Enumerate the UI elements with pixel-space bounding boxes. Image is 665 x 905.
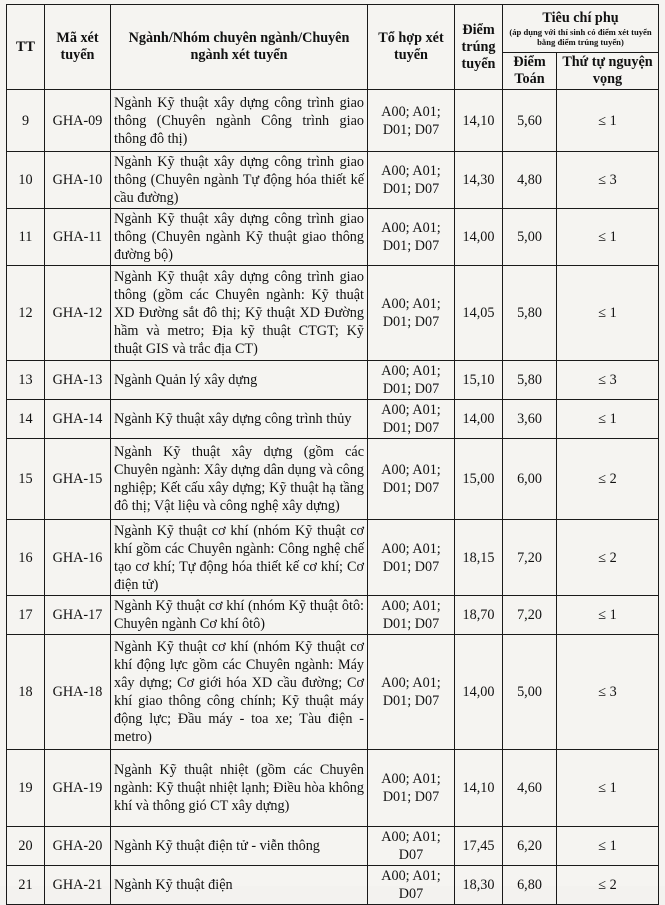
row-tt: 9 (7, 90, 45, 152)
header-tieuchi-label: Tiêu chí phụ (542, 10, 619, 26)
row-ma: GHA-11 (45, 209, 111, 266)
row-diem: 14,10 (455, 90, 503, 152)
table-row (7, 361, 659, 400)
row-tohop-line1: A00; A01; (381, 103, 441, 120)
row-tohop-line2: D01; D07 (382, 238, 440, 254)
table-row (7, 635, 659, 750)
row-thu-tu: ≤ 1 (557, 596, 659, 635)
table-row (7, 209, 659, 266)
row-tohop-line1: A00; A01; (381, 868, 441, 884)
row-thu-tu: ≤ 1 (557, 827, 659, 866)
header-diem-toan: Điểm Toán (503, 53, 557, 90)
row-nganh: Ngành Kỹ thuật xây dựng (gồm các Chuyên ngành: Xây dựng dân dụng và công nghiệp; Kết cấu xây dựng; Kỹ thuật hạ tầng đô thị; Vật liệu và công nghệ xây dựng) (111, 439, 368, 520)
row-tohop-line2: D01; D07 (382, 693, 440, 709)
row-diem: 18,15 (455, 520, 503, 596)
table-row (7, 827, 659, 866)
row-nganh: Ngành Kỹ thuật xây dựng công trình giao thông (gồm các Chuyên ngành: Kỹ thuật XD Đường sắt đô thị; Kỹ thuật XD Đường hầm và metro; Địa kỹ thuật CTGT; Kỹ thuật GIS và trắc địa CT) (111, 266, 368, 361)
row-ma: GHA-10 (45, 152, 111, 209)
row-diem: 14,30 (455, 152, 503, 209)
row-thu-tu: ≤ 1 (557, 750, 659, 827)
row-thu-tu: ≤ 1 (557, 400, 659, 439)
header-thu-tu: Thứ tự nguyện vọng (557, 53, 659, 90)
row-tohop (368, 209, 455, 266)
row-tohop-line2: D01; D07 (382, 616, 440, 632)
row-diem-toan: 5,00 (503, 635, 557, 750)
row-tohop (368, 152, 455, 209)
row-tt: 13 (7, 361, 45, 400)
row-tohop (368, 90, 455, 152)
row-tohop (368, 596, 455, 635)
row-diem: 14,05 (455, 266, 503, 361)
row-tt: 12 (7, 266, 45, 361)
row-diem: 14,00 (455, 635, 503, 750)
row-tohop (368, 827, 455, 866)
row-diem-toan: 4,60 (503, 750, 557, 827)
row-diem: 14,00 (455, 209, 503, 266)
row-tt: 15 (7, 439, 45, 520)
row-tohop-line1: A00; A01; (381, 163, 441, 179)
row-thu-tu: ≤ 3 (557, 635, 659, 750)
table-row (7, 596, 659, 635)
row-tohop-line1: A00; A01; (381, 402, 441, 418)
table-row (7, 90, 659, 152)
row-tohop (368, 750, 455, 827)
table-row (7, 400, 659, 439)
table-row (7, 520, 659, 596)
row-tohop-line1: A00; A01; (381, 296, 441, 312)
row-nganh: Ngành Kỹ thuật xây dựng công trình giao thông (Chuyên ngành Kỹ thuật giao thông đường bộ) (111, 209, 368, 266)
row-nganh: Ngành Quản lý xây dựng (111, 361, 368, 400)
row-diem-toan: 6,80 (503, 866, 557, 905)
row-diem-toan: 4,80 (503, 152, 557, 209)
row-thu-tu: ≤ 2 (557, 866, 659, 905)
row-thu-tu: ≤ 2 (557, 520, 659, 596)
row-tohop (368, 439, 455, 520)
row-diem: 18,30 (455, 866, 503, 905)
table-row (7, 750, 659, 827)
row-thu-tu: ≤ 3 (557, 361, 659, 400)
row-tohop-line2: D01; D07 (382, 121, 440, 138)
table-body (7, 90, 659, 905)
row-tt: 14 (7, 400, 45, 439)
row-tt: 19 (7, 750, 45, 827)
row-nganh: Ngành Kỹ thuật xây dựng công trình giao thông (Chuyên ngành Tự động hóa thiết kế cầu đường) (111, 152, 368, 209)
row-tohop-line2: D01; D07 (382, 181, 440, 197)
row-diem: 14,00 (455, 400, 503, 439)
row-diem-toan: 7,20 (503, 520, 557, 596)
row-tohop-line1: A00; A01; (381, 363, 441, 379)
row-tohop-line1: A00; A01; (381, 771, 441, 787)
row-ma: GHA-09 (45, 90, 111, 152)
row-ma: GHA-21 (45, 866, 111, 905)
row-diem-toan: 3,60 (503, 400, 557, 439)
header-tieuchi (503, 5, 659, 53)
row-tohop-line1: A00; A01; (381, 462, 441, 478)
row-tohop-line2: D01; D07 (382, 558, 440, 575)
row-thu-tu: ≤ 2 (557, 439, 659, 520)
row-tohop (368, 400, 455, 439)
row-thu-tu: ≤ 1 (557, 90, 659, 152)
row-thu-tu: ≤ 1 (557, 266, 659, 361)
row-nganh: Ngành Kỹ thuật điện tử - viễn thông (111, 827, 368, 866)
table-row (7, 439, 659, 520)
row-diem-toan: 7,20 (503, 596, 557, 635)
row-ma: GHA-12 (45, 266, 111, 361)
row-nganh: Ngành Kỹ thuật cơ khí (nhóm Kỹ thuật cơ khí gồm các Chuyên ngành: Công nghệ chế tạo cơ khí; Tự động hóa thiết kế cơ khí; Cơ điện tử) (111, 520, 368, 596)
row-nganh: Ngành Kỹ thuật cơ khí (nhóm Kỹ thuật ôtô: Chuyên ngành Cơ khí ôtô) (111, 596, 368, 635)
row-tt: 10 (7, 152, 45, 209)
row-ma: GHA-16 (45, 520, 111, 596)
row-tohop-line2: D01; D07 (382, 314, 440, 330)
row-nganh: Ngành Kỹ thuật điện (111, 866, 368, 905)
row-thu-tu: ≤ 1 (557, 209, 659, 266)
header-tieuchi-note: (áp dụng với thí sinh có điểm xét tuyển bằng điểm trúng tuyển) (509, 27, 652, 47)
row-ma: GHA-20 (45, 827, 111, 866)
table-row (7, 866, 659, 905)
row-nganh: Ngành Kỹ thuật nhiệt (gồm các Chuyên ngành: Kỹ thuật nhiệt lạnh; Điều hòa không khí và thông gió CT xây dựng) (111, 750, 368, 827)
row-diem: 17,45 (455, 827, 503, 866)
row-tohop-line2: D07 (398, 847, 424, 863)
row-tohop (368, 866, 455, 905)
row-ma: GHA-17 (45, 596, 111, 635)
row-tohop (368, 266, 455, 361)
row-tohop-line1: A00; A01; (381, 829, 441, 845)
row-tt: 17 (7, 596, 45, 635)
row-tt: 20 (7, 827, 45, 866)
row-ma: GHA-18 (45, 635, 111, 750)
row-tohop (368, 361, 455, 400)
row-tohop-line2: D07 (398, 886, 424, 902)
row-tohop-line2: D01; D07 (382, 480, 440, 496)
row-tohop-line1: A00; A01; (381, 220, 441, 236)
table-row (7, 266, 659, 361)
row-diem-toan: 6,20 (503, 827, 557, 866)
row-tt: 16 (7, 520, 45, 596)
row-tohop-line2: D01; D07 (382, 420, 440, 436)
row-tohop-line1: A00; A01; (381, 598, 441, 614)
row-diem: 14,10 (455, 750, 503, 827)
admission-table (6, 4, 659, 905)
table-row (7, 152, 659, 209)
row-tt: 21 (7, 866, 45, 905)
header-diem: Điểm trúng tuyển (455, 5, 503, 90)
row-tohop (368, 520, 455, 596)
row-diem-toan: 5,80 (503, 266, 557, 361)
row-tohop (368, 635, 455, 750)
row-ma: GHA-14 (45, 400, 111, 439)
row-thu-tu: ≤ 3 (557, 152, 659, 209)
row-diem: 15,00 (455, 439, 503, 520)
row-diem: 15,10 (455, 361, 503, 400)
row-nganh: Ngành Kỹ thuật xây dựng công trình thủy (111, 400, 368, 439)
row-ma: GHA-13 (45, 361, 111, 400)
row-nganh: Ngành Kỹ thuật xây dựng công trình giao thông (Chuyên ngành Công trình giao thông đô thị) (111, 90, 368, 152)
header-ma: Mã xét tuyển (45, 5, 111, 90)
row-ma: GHA-15 (45, 439, 111, 520)
header-nganh: Ngành/Nhóm chuyên ngành/Chuyên ngành xét tuyển (111, 5, 368, 90)
header-tohop: Tổ hợp xét tuyển (368, 5, 455, 90)
row-diem-toan: 5,80 (503, 361, 557, 400)
row-tohop-line1: A00; A01; (381, 540, 441, 557)
row-tt: 11 (7, 209, 45, 266)
row-tohop-line2: D01; D07 (382, 789, 440, 805)
row-tohop-line1: A00; A01; (381, 675, 441, 691)
row-ma: GHA-19 (45, 750, 111, 827)
row-diem-toan: 6,00 (503, 439, 557, 520)
row-diem-toan: 5,00 (503, 209, 557, 266)
row-nganh: Ngành Kỹ thuật cơ khí (nhóm Kỹ thuật cơ khí động lực gồm các Chuyên ngành: Máy xây dựng; Cơ giới hóa XD cầu đường; Cơ khí giao thông công chính; Kỹ thuật máy động lực; Đầu máy - toa xe; Tàu điện - metro) (111, 635, 368, 750)
row-diem: 18,70 (455, 596, 503, 635)
row-tt: 18 (7, 635, 45, 750)
row-tohop-line2: D01; D07 (382, 381, 440, 397)
header-tt: TT (7, 5, 45, 90)
row-diem-toan: 5,60 (503, 90, 557, 152)
